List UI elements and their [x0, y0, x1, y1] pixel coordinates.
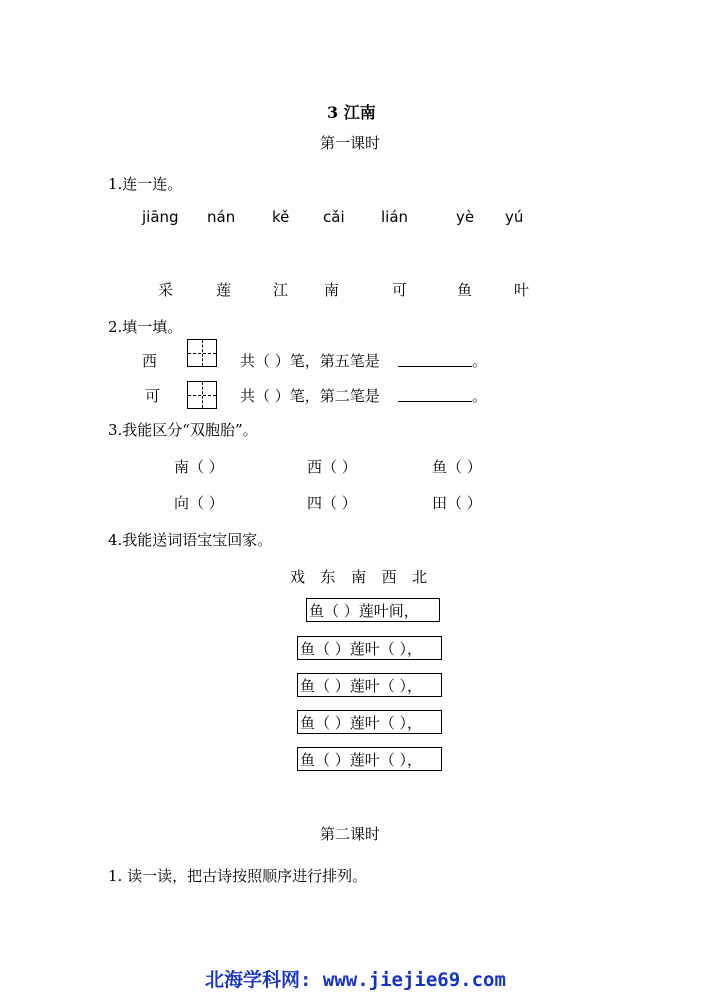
q3-r1-c1: 南（ ）: [174, 458, 224, 476]
q1-label: 1.连一连。: [108, 175, 183, 193]
q3-r2-c2: 四（ ）: [307, 494, 357, 512]
poem-line-3: 鱼（ ）莲叶（ ），: [297, 673, 442, 697]
char-cai: 采: [158, 281, 174, 299]
poem-line-2: 鱼（ ）莲叶（ ），: [297, 636, 442, 660]
footer-watermark: 北海学科网: www.jiejie69.com: [205, 969, 506, 991]
q3-r1-c2: 西（ ）: [307, 458, 357, 476]
char-nan: 南: [324, 281, 340, 299]
q2-row1-end: 。: [472, 352, 488, 370]
char-lian: 莲: [216, 281, 232, 299]
lesson1-title: 第一课时: [320, 134, 381, 152]
pinyin-jiang: jiāng: [142, 208, 179, 226]
poem-line-4: 鱼（ ）莲叶（ ），: [297, 710, 442, 734]
q3-r2-c3: 田（ ）: [432, 494, 482, 512]
poem-line-5: 鱼（ ）莲叶（ ），: [297, 747, 442, 771]
q2-row2-text: 共（ ）笔，第二笔是: [240, 387, 380, 405]
poem-line-1: 鱼（ ）莲叶间，: [306, 598, 440, 622]
word-bank: 戏 东 南 西 北: [290, 568, 430, 586]
pinyin-cai: cǎi: [323, 208, 345, 226]
q3-label: 3.我能区分“双胞胎”。: [108, 421, 258, 439]
q3-r1-c3: 鱼（ ）: [432, 458, 482, 476]
q2-row1-text: 共（ ）笔，第五笔是: [240, 352, 380, 370]
answer-blank-2[interactable]: [398, 401, 472, 402]
pinyin-ke: kě: [272, 208, 290, 226]
q4-label: 4.我能送词语宝宝回家。: [108, 531, 273, 549]
tian-grid-2[interactable]: [187, 381, 217, 409]
q3-r2-c1: 向（ ）: [174, 494, 224, 512]
l2-q1-label: 1. 读一读，把古诗按照顺序进行排列。: [108, 867, 368, 885]
tian-grid-1[interactable]: [187, 339, 217, 367]
pinyin-nan: nán: [207, 208, 236, 226]
q2-char-ke: 可: [145, 387, 161, 405]
lesson-title: 3 江南: [327, 103, 376, 122]
char-ye: 叶: [514, 281, 530, 299]
char-yu: 鱼: [457, 281, 473, 299]
lesson2-title: 第二课时: [320, 825, 381, 843]
q2-label: 2.填一填。: [108, 318, 183, 336]
q2-row2-end: 。: [472, 387, 488, 405]
char-ke: 可: [392, 281, 408, 299]
char-jiang: 江: [273, 281, 289, 299]
answer-blank-1[interactable]: [398, 366, 472, 367]
pinyin-ye: yè: [456, 208, 475, 226]
q2-char-xi: 西: [142, 352, 158, 370]
pinyin-lian: lián: [381, 208, 409, 226]
pinyin-yu: yú: [505, 208, 524, 226]
